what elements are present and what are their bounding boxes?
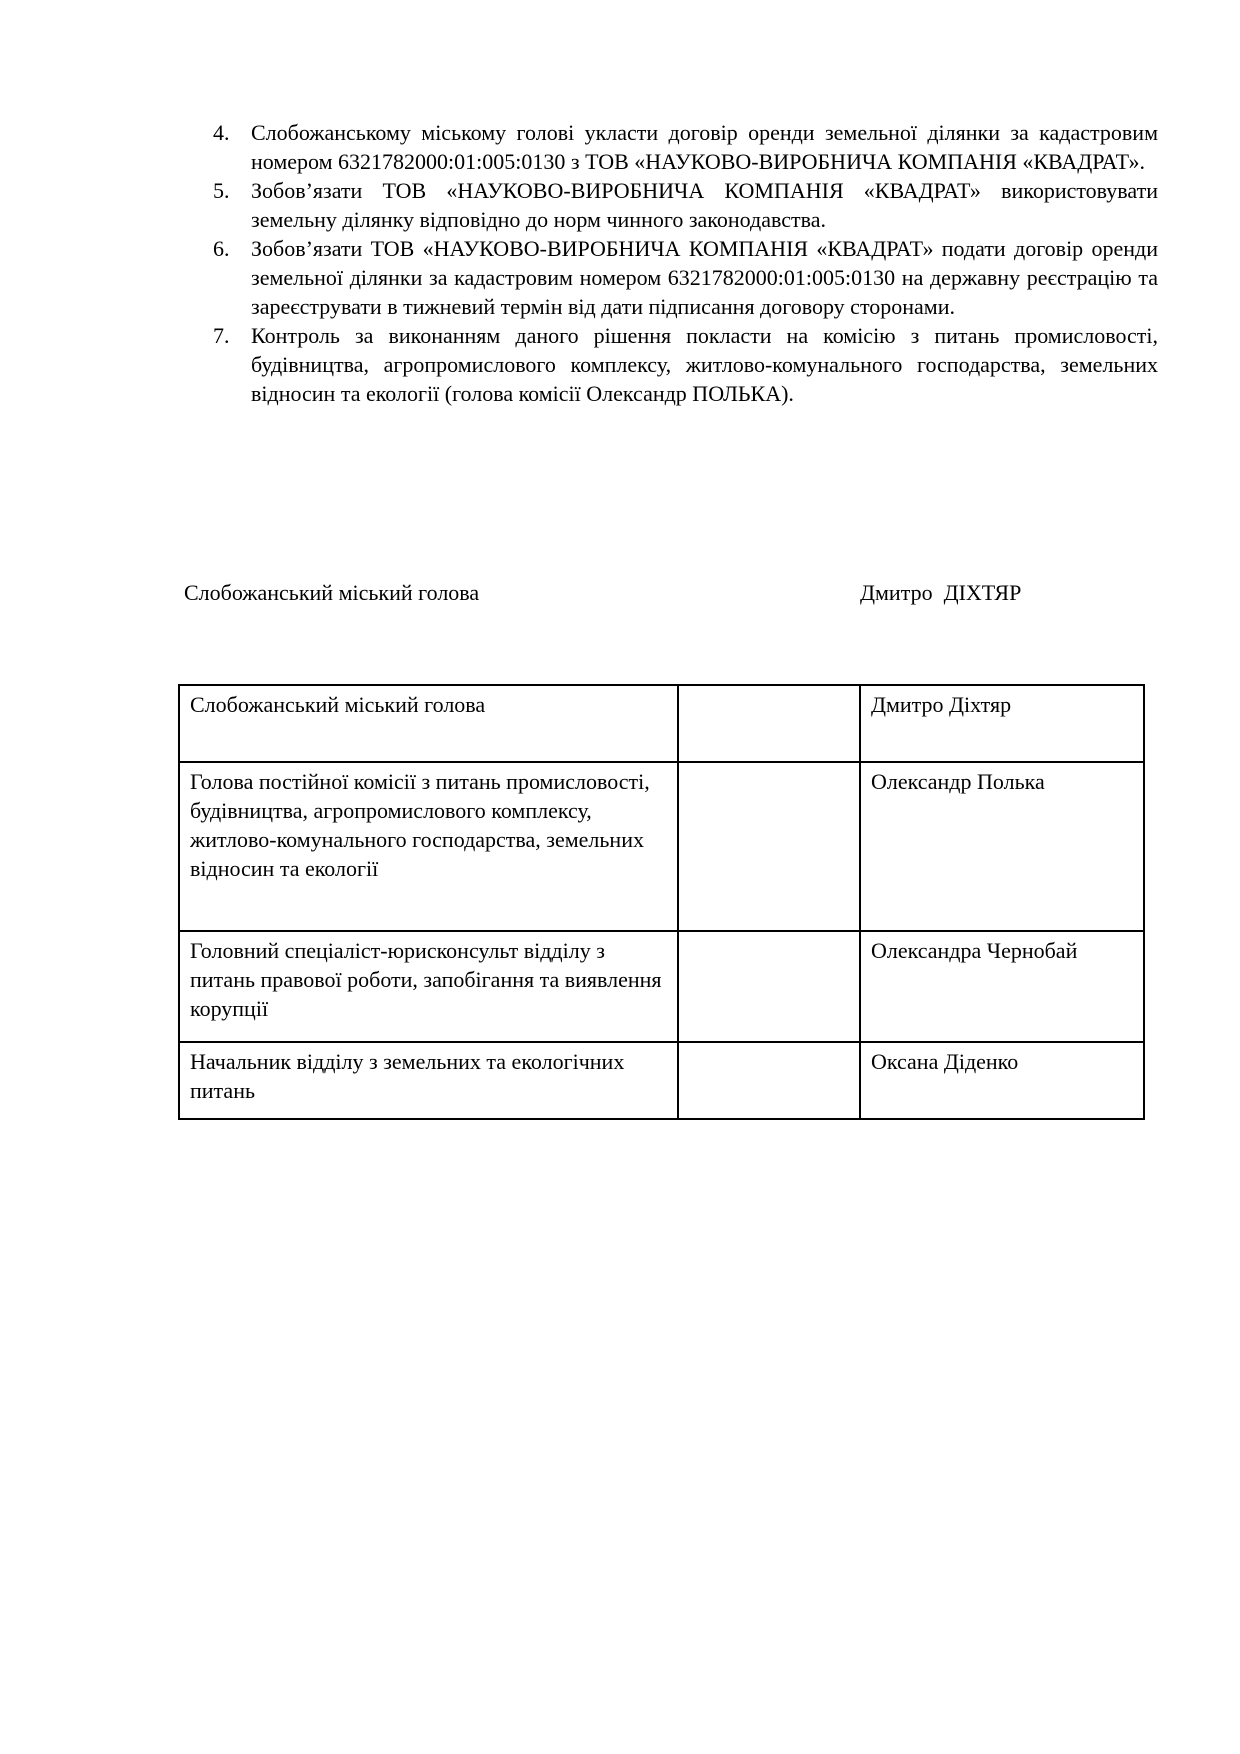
signature-name: Дмитро ДІХТЯР <box>860 580 1022 605</box>
table-row <box>179 1042 1144 1119</box>
approval-table <box>178 684 1145 1120</box>
item-text: Слобожанському міському голові укласти договір оренди земельної ділянки за кадастровим номером 6321782000:01:005:0130 з ТОВ «НАУКОВО-ВИРОБНИЧА КОМПАНІЯ «КВАДРАТ». <box>251 120 1158 174</box>
signature-cell <box>678 931 860 1042</box>
signature-cell <box>678 685 860 762</box>
signature-cell <box>678 1042 860 1119</box>
decision-item-6 <box>213 234 1158 321</box>
name-cell: Олександра Чернобай <box>860 931 1144 1042</box>
name-cell: Дмитро Діхтяр <box>860 685 1144 762</box>
signature-title: Слобожанський міський голова <box>184 580 480 605</box>
signature-cell <box>678 762 860 931</box>
item-text: Контроль за виконанням даного рішення покласти на комісію з питань промисловості, будівництва, агропромислового комплексу, житлово-комунального господарства, земельних відносин та екології (голова комісії Олександр ПОЛЬКА). <box>251 323 1158 406</box>
decision-item-7 <box>213 321 1158 408</box>
table-row <box>179 762 1144 931</box>
item-number: 5. <box>213 178 230 203</box>
item-number: 7. <box>213 323 230 348</box>
name-cell: Олександр Полька <box>860 762 1144 931</box>
decision-item-5 <box>213 176 1158 234</box>
item-text: Зобов’язати ТОВ «НАУКОВО-ВИРОБНИЧА КОМПАНІЯ «КВАДРАТ» використовувати земельну ділянку відповідно до норм чинного законодавства. <box>251 178 1158 232</box>
position-cell: Начальник відділу з земельних та екологічних питань <box>179 1042 678 1119</box>
decision-items-list <box>213 118 1158 408</box>
item-number: 6. <box>213 236 230 261</box>
decision-item-4 <box>213 118 1158 176</box>
item-text: Зобов’язати ТОВ «НАУКОВО-ВИРОБНИЧА КОМПАНІЯ «КВАДРАТ» подати договір оренди земельної ділянки за кадастровим номером 6321782000:01:005:0130 на державну реєстрацію та зареєструвати в тижневий термін від дати підписання договору сторонами. <box>251 236 1158 319</box>
position-cell: Голова постійної комісії з питань промисловості, будівництва, агропромислового комплексу, житлово-комунального господарства, земельних відносин та екології <box>179 762 678 931</box>
table-row <box>179 685 1144 762</box>
table-row <box>179 931 1144 1042</box>
position-cell: Слобожанський міський голова <box>179 685 678 762</box>
position-cell: Головний спеціаліст-юрисконсульт відділу з питань правової роботи, запобігання та виявлення корупції <box>179 931 678 1042</box>
item-number: 4. <box>213 120 230 145</box>
name-cell: Оксана Діденко <box>860 1042 1144 1119</box>
